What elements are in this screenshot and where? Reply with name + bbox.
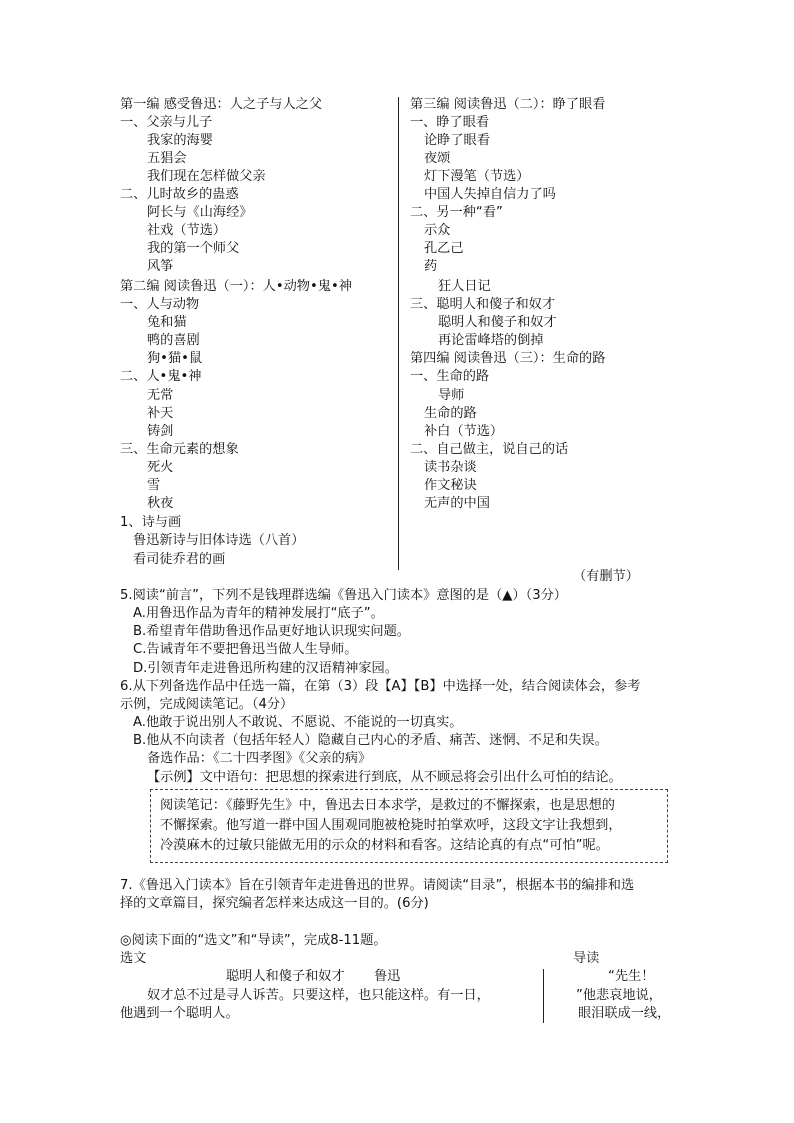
reading-note-line: 不懈探索。他写道一群中国人围观同胞被枪毙时拍掌欢呼，这段文字让我想到， [160,818,622,833]
toc-entry: 看司徒乔君的画 [133,552,226,567]
toc-entry: 无常 [147,388,174,403]
toc-entry: 导师 [438,388,465,403]
question-stem: 6.从下列备选作品中任选一篇，在第（3）段【A】【B】中选择一处，结合阅读体会，参考 [120,679,641,694]
toc-entry: 秋夜 [147,496,174,511]
reading-note-line: 冷漠麻木的过敏只能做无用的示众的材料和看客。这结论真的有点“可怕”呢。 [160,838,609,853]
toc-entry: 雪 [147,478,161,493]
question-stem-cont: 择的文章篇目，探究编者怎样来达成这一目的。(6分) [120,896,429,911]
toc-entry: 作文秘诀 [424,478,477,493]
toc-section: 1、诗与画 [120,515,182,530]
toc-entry: 聪明人和傻子和奴才 [438,315,557,330]
toc-entry: 再论雷峰塔的倒掉 [438,333,544,348]
passage-paragraph: 奴才总不过是寻人诉苦。只要这样，也只能这样。有一日， [147,988,490,1003]
toc-entry: 死火 [147,460,174,475]
toc-entry: 补天 [147,406,174,421]
option-b: B.他从不向读者（包括年轻人）隐藏自己内心的矛盾、痛苦、迷惘、不足和失误。 [133,733,608,748]
question-stem: 5.阅读“前言”，下列不是钱理群选编《鲁迅入门读本》意图的是（▲）（3分） [120,588,567,603]
guide-text-line: 眼泪联成一线， [578,1006,671,1021]
toc-entry: 我家的海婴 [147,133,213,148]
passage-divider [543,969,544,1023]
passage-label: 选文 [120,951,147,966]
toc-entry: 狗•猫•鼠 [147,351,203,366]
toc-section: 一、睁了眼看 [410,115,490,130]
toc-entry: 夜颂 [424,151,451,166]
toc-entry: 孔乙己 [424,241,464,256]
toc-entry: 生命的路 [424,406,477,421]
guide-text-line: ”他悲哀地说， [576,988,662,1003]
toc-entry: 鲁迅新诗与旧体诗选（八首） [133,533,305,548]
toc-part-heading: 第三编 阅读鲁迅（二）：睁了眼看 [410,97,606,112]
toc-entry: 阿长与《山海经》 [147,205,253,220]
option-b: B.希望青年借助鲁迅作品更好地认识现实问题。 [133,624,410,639]
option-c: C.告诫青年不要把鲁迅当做人生导师。 [133,642,358,657]
candidate-works: 备选作品：《二十四孝图》《父亲的病》 [147,751,372,766]
toc-section: 二、自己做主，说自己的话 [410,442,569,457]
toc-entry: 狂人日记 [438,279,491,294]
option-d: D.引领青年走进鲁迅所构建的汉语精神家园。 [133,661,398,676]
example-sentence: 【示例】文中语句：把思想的探索进行到底，从不顾忌将会引出什么可怕的结论。 [147,770,622,785]
toc-section: 一、父亲与儿子 [120,115,213,130]
toc-entry: 中国人失掉自信力了吗 [424,187,556,202]
toc-section: 一、生命的路 [410,369,490,384]
guide-text-line: “先生！ [608,969,655,984]
guide-label: 导读 [573,951,600,966]
toc-entry: 社戏（节选） [147,223,227,238]
toc-section: 一、人与动物 [120,297,200,312]
toc-entry: 无声的中国 [424,496,490,511]
passage-title: 聪明人和傻子和奴才 [226,969,345,984]
question-stem: 7.《鲁迅入门读本》旨在引领青年走进鲁迅的世界。请阅读“目录”，根据本书的编排和选 [120,878,635,893]
toc-entry: 五猖会 [147,151,187,166]
toc-entry: 铸剑 [147,424,174,439]
toc-entry: 示众 [424,223,451,238]
abridged-note: （有删节） [573,569,639,584]
passage-author: 鲁迅 [374,969,401,984]
toc-section: 三、生命元素的想象 [120,442,239,457]
toc-entry: 我们现在怎样做父亲 [147,169,266,184]
option-a: A.他敢于说出别人不敢说、不愿说、不能说的一切真实。 [133,715,463,730]
toc-entry: 读书杂谈 [424,460,477,475]
reading-note-line: 阅读笔记：《藤野先生》中，鲁迅去日本求学，是救过的不懈探索，也是思想的 [160,798,615,813]
toc-entry: 灯下漫笔（节选） [424,169,530,184]
toc-section: 二、儿时故乡的蛊惑 [120,187,239,202]
toc-entry: 药 [424,259,438,274]
toc-entry: 补白（节选） [424,424,504,439]
toc-section: 三、聪明人和傻子和奴才 [410,297,556,312]
toc-entry: 我的第一个师父 [147,241,240,256]
reading-instruction: ◎阅读下面的“选文”和“导读”，完成8-11题。 [120,933,387,948]
toc-section: 二、人•鬼•神 [120,369,202,384]
option-a: A.用鲁迅作品为青年的精神发展打“底子”。 [133,606,384,621]
toc-part-heading: 第一编 感受鲁迅：人之子与人之父 [120,97,323,112]
toc-entry: 鸭的喜剧 [147,333,200,348]
toc-entry: 兔和猫 [147,315,187,330]
toc-part-heading: 第二编 阅读鲁迅（一）：人•动物•鬼•神 [120,279,352,294]
toc-entry: 论睁了眼看 [424,133,490,148]
column-divider [398,97,399,570]
toc-entry: 风筝 [147,259,174,274]
question-stem-cont: 示例，完成阅读笔记。（4分） [120,697,294,712]
toc-section: 二、另一种“看” [410,205,503,220]
toc-part-heading: 第四编 阅读鲁迅（三）：生命的路 [410,351,606,366]
passage-paragraph-cont: 他遇到一个聪明人。 [120,1006,239,1021]
